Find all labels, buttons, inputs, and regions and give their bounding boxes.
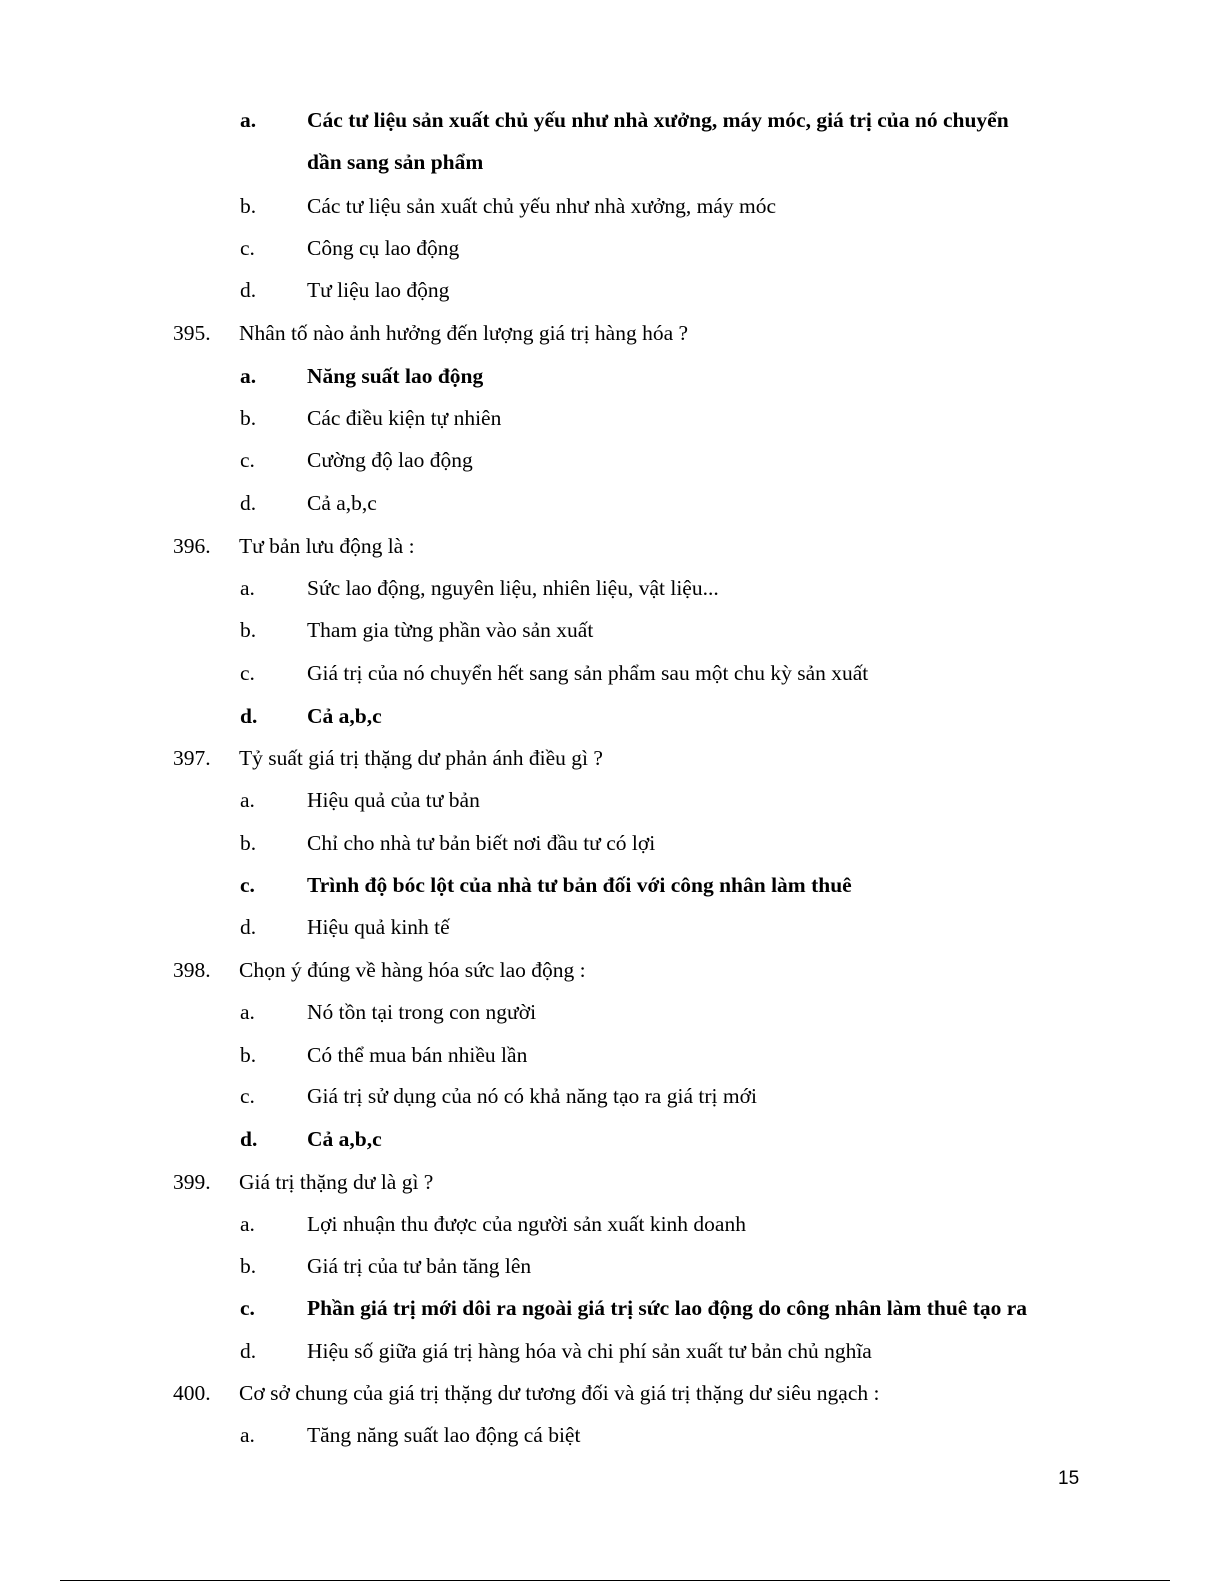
question-text: Tư bản lưu động là : bbox=[239, 534, 415, 558]
option-text: Cường độ lao động bbox=[307, 448, 473, 472]
option-text: Có thể mua bán nhiều lần bbox=[307, 1043, 528, 1067]
question-number: 400. bbox=[173, 1381, 211, 1405]
question-text: Chọn ý đúng về hàng hóa sức lao động : bbox=[239, 958, 586, 982]
option-text: Công cụ lao động bbox=[307, 236, 460, 260]
question-number: 398. bbox=[173, 958, 211, 982]
option-label: a. bbox=[240, 1000, 255, 1024]
option-text: Hiệu số giữa giá trị hàng hóa và chi phí sản xuất tư bản chủ nghĩa bbox=[307, 1339, 872, 1363]
option-text: Các tư liệu sản xuất chủ yếu như nhà xưởng, máy móc bbox=[307, 194, 777, 218]
question-text: Cơ sở chung của giá trị thặng dư tương đối và giá trị thặng dư siêu ngạch : bbox=[239, 1381, 880, 1405]
option-text-continuation: dần sang sản phẩm bbox=[307, 150, 484, 174]
option-text: Các tư liệu sản xuất chủ yếu như nhà xưởng, máy móc, giá trị của nó chuyển bbox=[307, 108, 1009, 132]
question-number: 396. bbox=[173, 534, 211, 558]
option-label: b. bbox=[240, 406, 257, 430]
option-text: Giá trị của tư bản tăng lên bbox=[307, 1254, 532, 1278]
option-text: Các điều kiện tự nhiên bbox=[307, 406, 502, 430]
option-label: b. bbox=[240, 1043, 257, 1067]
question-number: 399. bbox=[173, 1170, 211, 1194]
option-label: a. bbox=[240, 788, 255, 812]
option-label: b. bbox=[240, 1254, 257, 1278]
option-text: Sức lao động, nguyên liệu, nhiên liệu, vật liệu... bbox=[307, 576, 719, 600]
footer-divider bbox=[60, 1580, 1170, 1581]
option-text: Hiệu quả kinh tế bbox=[307, 915, 450, 939]
page-number: 15 bbox=[1058, 1468, 1080, 1489]
option-label: c. bbox=[240, 1296, 255, 1320]
option-label: d. bbox=[240, 1339, 257, 1363]
option-text: Trình độ bóc lột của nhà tư bản đối với công nhân làm thuê bbox=[307, 873, 852, 897]
option-text: Phần giá trị mới dôi ra ngoài giá trị sức lao động do công nhân làm thuê tạo ra bbox=[307, 1296, 1028, 1320]
question-text: Giá trị thặng dư là gì ? bbox=[239, 1170, 434, 1194]
option-label: c. bbox=[240, 236, 255, 260]
option-label: b. bbox=[240, 618, 257, 642]
option-text: Nó tồn tại trong con người bbox=[307, 1000, 537, 1024]
question-number: 397. bbox=[173, 746, 211, 770]
option-label: d. bbox=[240, 915, 257, 939]
option-text: Năng suất lao động bbox=[307, 364, 484, 388]
option-text: Tăng năng suất lao động cá biệt bbox=[307, 1423, 581, 1447]
option-label: a. bbox=[240, 364, 257, 388]
question-text: Nhân tố nào ảnh hưởng đến lượng giá trị hàng hóa ? bbox=[239, 321, 689, 345]
option-label: b. bbox=[240, 194, 257, 218]
option-text: Cả a,b,c bbox=[307, 491, 377, 515]
option-text: Hiệu quả của tư bản bbox=[307, 788, 480, 812]
question-number: 395. bbox=[173, 321, 211, 345]
option-label: d. bbox=[240, 1127, 258, 1151]
option-label: c. bbox=[240, 873, 255, 897]
option-text: Cả a,b,c bbox=[307, 704, 382, 728]
option-label: a. bbox=[240, 1212, 255, 1236]
option-text: Tham gia từng phần vào sản xuất bbox=[307, 618, 594, 642]
option-text: Chỉ cho nhà tư bản biết nơi đầu tư có lợi bbox=[307, 831, 656, 855]
option-label: d. bbox=[240, 704, 258, 728]
option-label: c. bbox=[240, 661, 255, 685]
option-text: Giá trị sử dụng của nó có khả năng tạo ra giá trị mới bbox=[307, 1084, 757, 1108]
option-label: b. bbox=[240, 831, 257, 855]
option-label: a. bbox=[240, 108, 257, 132]
question-text: Tỷ suất giá trị thặng dư phản ánh điều gì ? bbox=[239, 746, 603, 770]
option-label: d. bbox=[240, 491, 257, 515]
option-text: Tư liệu lao động bbox=[307, 278, 450, 302]
option-label: a. bbox=[240, 1423, 255, 1447]
option-label: d. bbox=[240, 278, 257, 302]
option-text: Cả a,b,c bbox=[307, 1127, 382, 1151]
option-label: c. bbox=[240, 1084, 255, 1108]
option-label: c. bbox=[240, 448, 255, 472]
option-text: Giá trị của nó chuyển hết sang sản phẩm sau một chu kỳ sản xuất bbox=[307, 661, 869, 685]
option-label: a. bbox=[240, 576, 255, 600]
option-text: Lợi nhuận thu được của người sản xuất kinh doanh bbox=[307, 1212, 746, 1236]
